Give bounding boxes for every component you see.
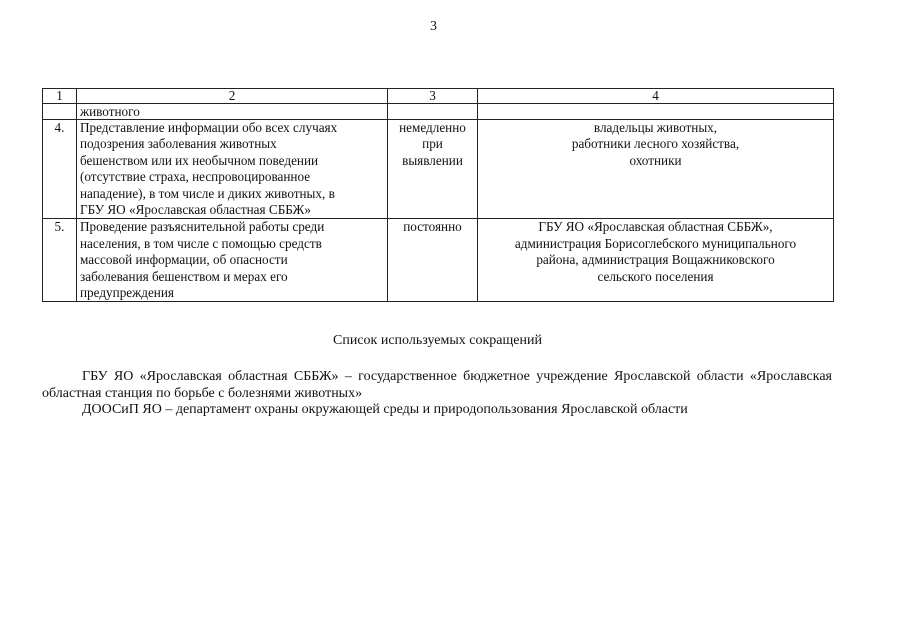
header-cell-3: 3 xyxy=(388,89,478,104)
row-number: 4. xyxy=(43,120,77,219)
measure-cell xyxy=(77,120,388,219)
table-header-row xyxy=(43,89,834,104)
measure-line: (отсутствие страха, неспровоцированное xyxy=(80,169,311,185)
page-number: 3 xyxy=(430,19,437,34)
row-number: 5. xyxy=(43,219,77,302)
header-cell-4: 4 xyxy=(478,89,834,104)
row-number xyxy=(43,104,77,120)
responsible-cell xyxy=(478,120,834,219)
table-row xyxy=(43,219,834,302)
measure-line: Представление информации обо всех случаях xyxy=(80,120,338,135)
header-cell-1: 1 xyxy=(43,89,77,104)
responsible-line: района, администрация Вощажниковского xyxy=(536,252,775,268)
measure-line: бешенством или их необычном поведении xyxy=(80,152,319,168)
measure-line: предупреждения xyxy=(80,285,174,301)
measure-line: нападение), в том числе и диких животных, в xyxy=(80,185,335,201)
abbreviations-title: Список используемых сокращений xyxy=(333,333,542,348)
measure-line: Проведение разъяснительной работы среди xyxy=(80,219,325,235)
measure-line: заболевания бешенством и мерах его xyxy=(80,268,288,284)
deadline-line: немедленно xyxy=(399,120,466,135)
deadline-cell xyxy=(388,219,478,302)
responsible-line: охотники xyxy=(629,152,682,168)
deadline-cell xyxy=(388,104,478,120)
deadline-line: постоянно xyxy=(403,219,462,235)
measure-cell xyxy=(77,219,388,302)
deadline-line: выявлении xyxy=(402,152,463,168)
measure-line: ГБУ ЯО «Ярославская областная СББЖ» xyxy=(80,202,311,218)
responsible-line: владельцы животных, xyxy=(593,120,718,135)
measure-line: подозрения заболевания животных xyxy=(80,136,277,152)
header-cell-2: 2 xyxy=(77,89,388,104)
abbreviations-list xyxy=(42,369,832,419)
abbreviation-item: ГБУ ЯО «Ярославская областная СББЖ» – государственное бюджетное учреждение Ярославской области «Ярославская областная станция по борьбе с болезнями животных» xyxy=(42,369,832,401)
deadline-cell xyxy=(388,120,478,219)
responsible-line: ГБУ ЯО «Ярославская областная СББЖ», xyxy=(538,219,773,235)
measure-line: массовой информации, об опасности xyxy=(80,252,288,268)
responsible-line: сельского поселения xyxy=(597,268,714,284)
table-row xyxy=(43,120,834,219)
abbreviation-item: ДООСиП ЯО – департамент охраны окружающей среды и природопользования Ярославской области xyxy=(82,402,688,417)
measure-cell: животного xyxy=(77,104,388,120)
table-row-continuation xyxy=(43,104,834,120)
responsible-cell xyxy=(478,104,834,120)
responsible-cell xyxy=(478,219,834,302)
deadline-line: при xyxy=(422,136,443,152)
measures-table xyxy=(42,88,834,302)
measure-line: населения, в том числе с помощью средств xyxy=(80,235,322,251)
responsible-line: администрация Борисоглебского муниципального xyxy=(514,235,797,251)
responsible-line: работники лесного хозяйства, xyxy=(571,136,740,152)
